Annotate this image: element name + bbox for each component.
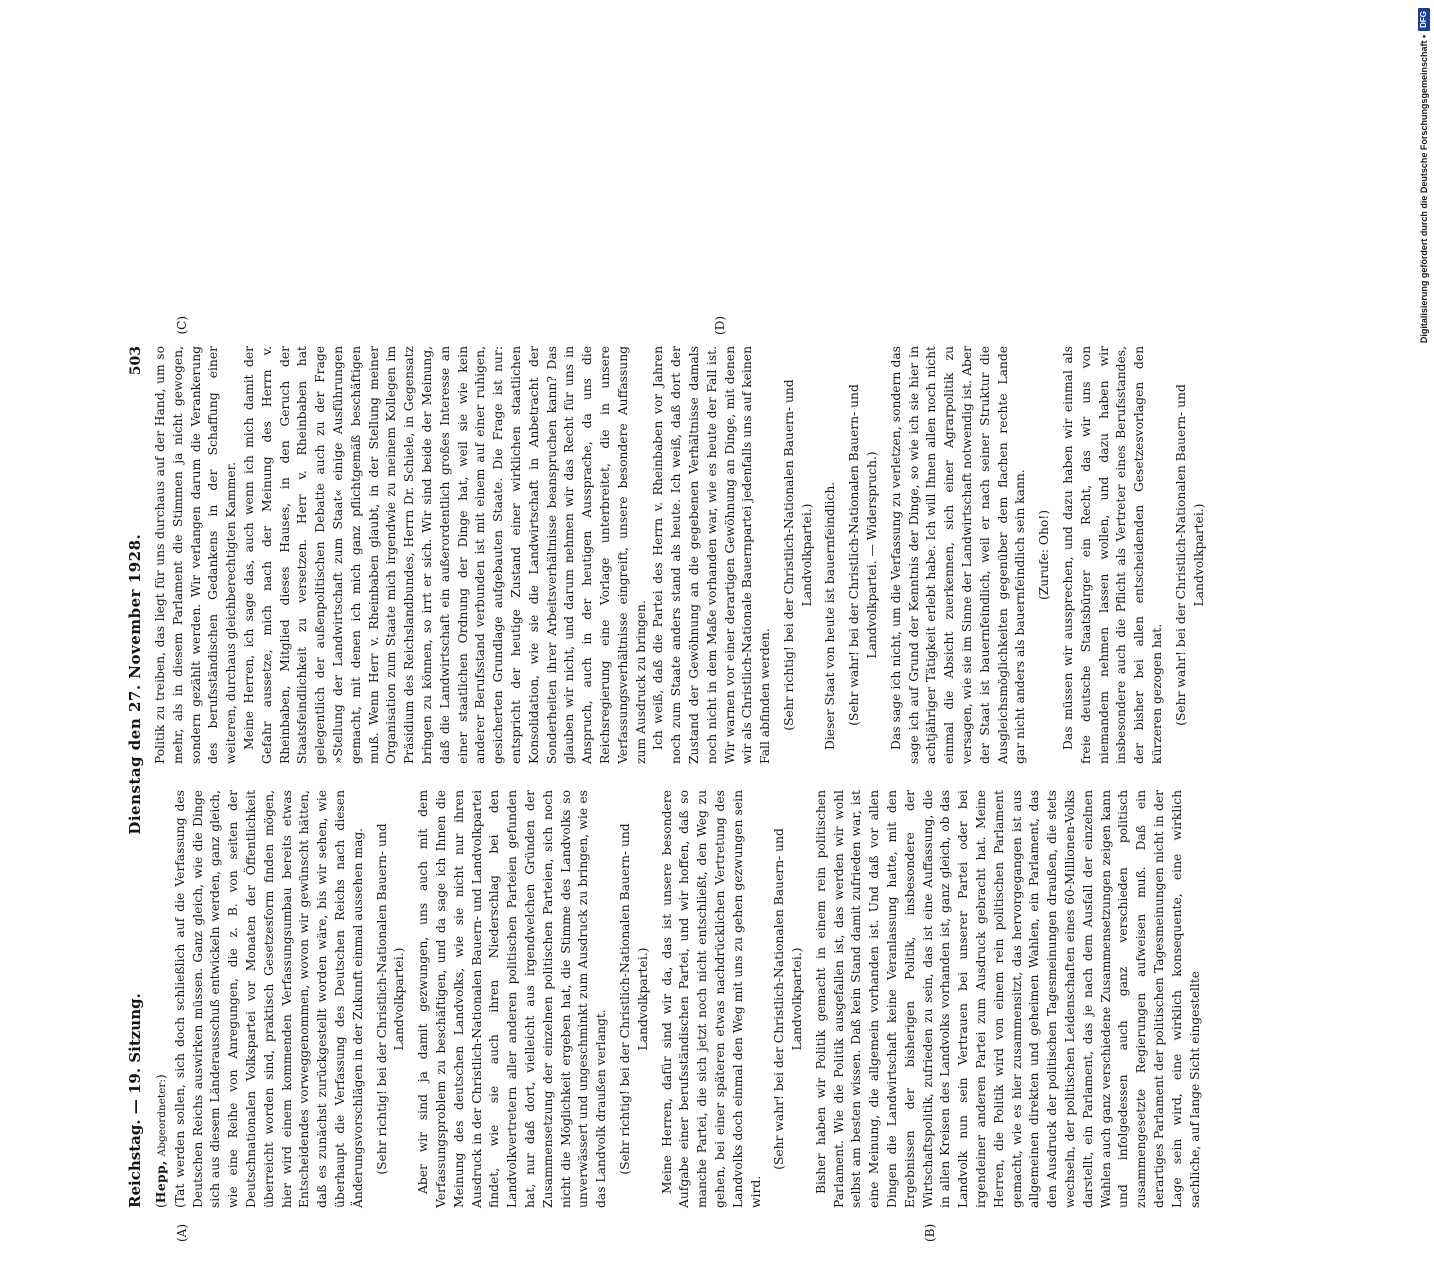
page-header xyxy=(126,346,152,1208)
interjection: (Zurufe: Oho!) xyxy=(1037,509,1052,601)
page-number: 503 xyxy=(128,346,144,376)
right-column xyxy=(152,316,1208,764)
credit-text: Digitalisierung gefördert durch die Deutsche Forschungsgemeinschaft • xyxy=(1419,34,1429,344)
paragraph: Aber wir sind ja damit gezwungen, uns auch mit dem Verfassungsproblem zu beschäftigen, und da sage ich Ihnen die Meinung des deutschen Landvolks, wie sie nicht nur ihren Ausdruck in der Christlich-Nationalen Bauern- und Landvolkpartei findet, wie sie auch ihren Niederschlag bei den Landvolkvertretern aller anderen politischen Parteien gefunden hat, nur daß dort, vielleicht aus irgendwelchen Gründen der Zusammensetzung der einzelnen politischen Parteien, sich noch nicht die Möglichkeit ergeben hat, die Stimme des Landvolks so unverwässert und ungeschminkt zum Ausdruck zu bringen, wie es das Landvolk draußen verlangt. xyxy=(416,790,609,1208)
interjection: (Sehr wahr! bei der Christlich-Nationalen Bauern- und Landvolkpartei.) xyxy=(1173,384,1206,726)
margin-marker-c: (C) xyxy=(175,316,189,335)
paragraph: Das sage ich nicht, um die Verfassung zu verletzen, sondern das sage ich auf Grund der Kenntnis der Dinge, so wie ich sie hier in achtjähriger Tätigkeit erlebt habe. Ich will Ihnen allen noch nicht einmal die Absicht zuerkennen, sich einer Agrarpolitik zu versagen, wie sie im Sinne der Landwirtschaft notwendig ist. Aber der Staat ist bauernfeindlich, weil er nach seiner Struktur die Ausgleichsmöglichkeiten gegenüber dem flachen rechte Lande gar nicht anders als bauernfeindlich sein kann. xyxy=(888,346,1028,764)
paragraph: Bisher haben wir Politik gemacht in einem rein politischen Parlament. Wie die Politik ausgefallen ist, das werden wir wohl selbst am besten wissen. Daß kein Stand damit zufrieden war, ist eine Meinung, die allgemein vorhanden ist. Und daß vor allen Dingen die Landwirtschaft keine Veranlassung hatte, mit den Ergebnissen der bisherigen Politik, insbesondere der Wirtschaftspolitik, zufrieden zu sein, das ist eine Auffassung, die in allen Kreisen des Landvolks vorhanden ist, ganz gleich, ob das Landvolk nun sein Vertrauen bei unserer Partei oder bei irgendeiner anderen Partei zum Ausdruck gebracht hat. Meine Herren, die Politik wird von einem rein politischen Parlament gemacht, wie es hier zusammensitzt, das hervorgegangen ist aus allgemeinen direkten und geheimen Wahlen, ein Parlament, das den Ausdruck der politischen Tagesmeinungen draußen, die stets wechseln, der politischen Leidenschaften eines 60-Millionen-Volks darstellt, ein Parlament, das je nach dem Ausfall der einzelnen Wahlen auch ganz verschiedene Zusammensetzungen zeigen kann und infolgedessen auch ganz verschieden politisch zusammengesetzte Regierungen aufweisen muß. Daß ein derartiges Parlament der politischen Tagesmeinungen nicht in der Lage sein wird, eine wirklich konsequente, eine wirklich sachliche, auf lange Sicht eingestellte xyxy=(813,790,1202,1208)
left-column xyxy=(152,790,1208,1242)
page-content xyxy=(108,318,1368,1278)
header-left: Reichstag. — 19. Sitzung. xyxy=(126,993,144,1208)
paragraph: (Tat werden sollen, sich doch schließlich auf die Verfassung des Deutschen Reichs auswirken müssen. Ganz gleich, wie die Dinge sich aus diesem Länderausschuß entwickeln werden, ganz gleich, wie eine Reihe von Anregungen, die z. B. von seiten der Deutschnationalen Volkspartei vor Monaten der Öffentlichkeit überreicht worden sind, praktisch Gesetzesform finden mögen, hier wird einem kommenden Verfassungsumbau bereits etwas Entscheidendes vorweggenommen, wovon wir gewünscht hätten, daß es zunächst zurückgestellt worden wäre, bis wir sehen, wie überhaupt die Verfassung des Deutschen Reichs nach diesen Änderungsvorschlägen in der Zukunft einmal aussehen mag. xyxy=(172,790,365,1208)
digitization-credit xyxy=(1416,8,1432,988)
paragraph: Dieser Staat von heute ist bauernfeindlich. xyxy=(823,481,838,750)
interjection: (Sehr richtig! bei der Christlich-Nationalen Bauern- und Landvolkpartei.) xyxy=(374,823,407,1175)
paragraph: (Hepp, Abgeordneter:) xyxy=(153,1074,168,1208)
paragraph: Ich weiß, daß die Partei des Herrn v. Rheinbaben vor Jahren noch zum Staate anders stand als heute. Ich weiß, daß dort der Zustand der Gewöhnung an die gegebenen Verhältnisse damals noch nicht in dem Maße vorhanden war, wie es heute der Fall ist. Wir warnen vor einer derartigen Gewöhnung an Dinge, mit denen wir als Christlich-Nationale Bauernpartei jedenfalls uns auf keinen Fall abfinden werden. xyxy=(651,346,773,764)
text-columns xyxy=(152,316,1208,1242)
paragraph: Meine Herren, dafür sind wir da, das ist unsere besondere Aufgabe einer berufsständischen Partei, und wir hoffen, daß so manche Partei, die sich jetzt noch nicht entschließt, den Weg zu gehen, bei einer späteren etwas nachdrücklichen Vertretung des Landvolks doch einmal den Weg mit uns zu gehen gezwungen sein wird. xyxy=(659,790,763,1208)
margin-marker-b: (B) xyxy=(923,1223,937,1242)
paragraph: Politik zu treiben, das liegt für uns durchaus auf der Hand, um so mehr, als in diesem Parlament die Stimmen ja nicht gewogen, sondern gezählt werden. Wir verlangen darum die Verankerung des berufsständischen Gedankens in der Schaffung einer weiteren, durchaus gleichberechtigten Kammer. xyxy=(153,346,239,764)
scanned-page xyxy=(108,18,1368,1242)
paragraph: Das müssen wir aussprechen, und dazu haben wir einmal als freie deutsche Staatsbürger ein Recht, das wir uns von niemandem nehmen lassen wollen, und dazu haben wir insbesondere auch die Pflicht als Vertreter eines Berufsstandes, der bisher bei allen entscheidenden Gesetzesvorlagen den kürzeren gezogen hat. xyxy=(1061,346,1165,764)
speaker-name: Hepp, xyxy=(153,1160,168,1204)
interjection: (Sehr richtig! bei der Christlich-Nationalen Bauern- und Landvolkpartei.) xyxy=(781,379,814,731)
interjection: (Sehr wahr! bei der Christlich-Nationalen Bauern- und Landvolkpartei.) xyxy=(772,828,805,1170)
interjection: (Sehr richtig! bei der Christlich-Nationalen Bauern- und Landvolkpartei.) xyxy=(617,823,650,1175)
dfg-logo: DFG xyxy=(1418,8,1430,31)
paragraph: Meine Herren, ich sage das, auch wenn ich mich damit der Gefahr aussetze, mich nach der Meinung des Herrn v. Rheinbaben, Mitglied dieses Hauses, in den Geruch der Staatsfeindlichkeit zu versetzen. Herr v. Rheinbaben hat gelegentlich der außenpolitischen Debatte auch zu der Frage »Stellung der Landwirtschaft zum Staat« einige Ausführungen gemacht, mit denen ich mich ganz pflichtgemäß beschäftigen muß. Wenn Herr v. Rheinbaben glaubt, in der Stellung meiner Organisation zum Staate mich irgendwie zu meinem Kollegen im Präsidium des Reichslandbundes, Herrn Dr. Schiele, in Gegensatz bringen zu können, so irrt er sich. Wir sind beide der Meinung, daß die Landwirtschaft ein außerordentlich großes Interesse an einer staatlichen Ordnung der Dinge hat, weil sie wie kein anderer Berufsstand verbunden ist mit einem auf einer ruhigen, gesicherten Grundlage aufgebauten Staate. Die Frage ist nur: entspricht der heutige Zustand einer wirklichen staatlichen Konsolidation, wie sie die Landwirtschaft in Anbetracht der Sonderheiten ihrer Arbeitsverhältnisse beanspruchen kann? Das glauben wir nicht, und darum nehmen wir das Recht für uns in Anspruch, auch in der heutigen Aussprache, da uns die Reichsregierung eine Vorlage unterbreitet, die in unsere Verfassungsverhältnisse eingreift, unsere besondere Auffassung zum Ausdruck zu bringen. xyxy=(241,346,648,764)
interjection: (Sehr wahr! bei der Christlich-Nationalen Bauern- und Landvolkpartei. — Widerspruch.) xyxy=(847,384,880,726)
margin-marker-a: (A) xyxy=(175,1223,189,1242)
margin-marker-d: (D) xyxy=(713,316,727,335)
header-date: Dienstag den 27. November 1928. xyxy=(126,533,144,835)
speaker-role: Abgeordneter: xyxy=(156,1079,168,1157)
